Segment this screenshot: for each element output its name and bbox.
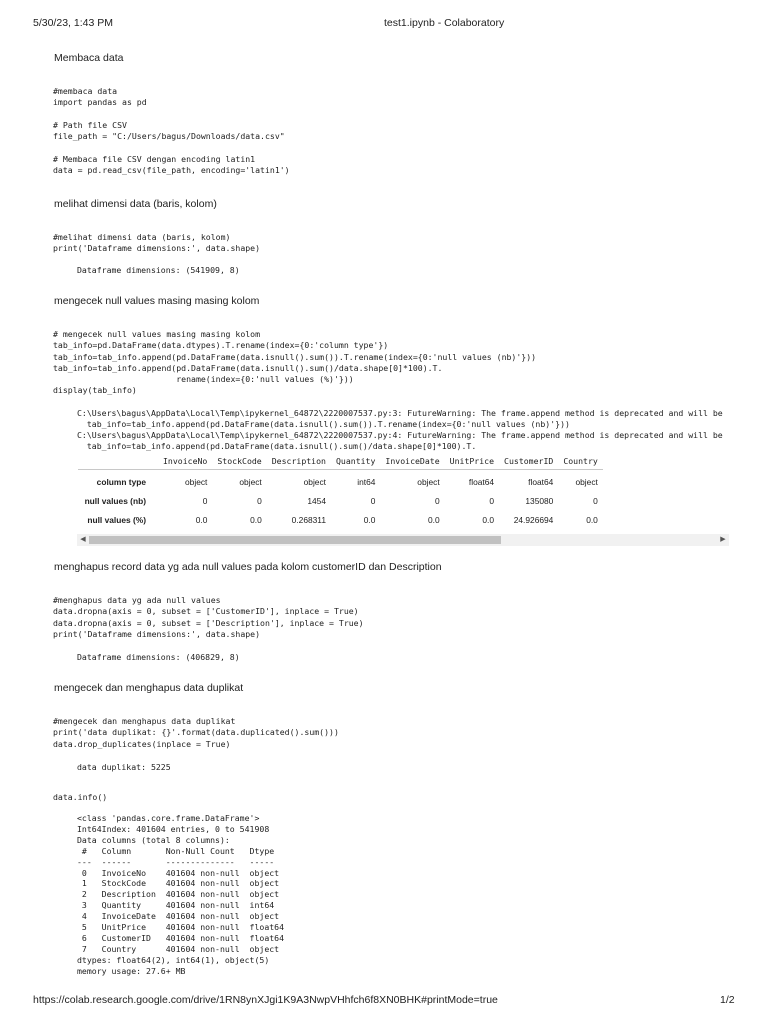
output-info: <class 'pandas.core.frame.DataFrame'> Int64Index: 401604 entries, 0 to 541908 Data columns (total 8 columns): # Column Non-Null Count Dtype --- ------ -------------- ----- 0 InvoiceNo 401604 non-null object 1 StockCode 401604 non-null object 2 Description 401604 non-null object 3 Quantity 401604 non-null int64 4 InvoiceDate 401604 non-null object 5 UnitPrice 401604 non-null float64 6 CustomerID 401604 non-null float64 7 Country 401604 non-null object dtypes: float64(2), int64(1), object(5) memory usage: 27.6+ MB	[77, 813, 285, 976]
column-header: InvoiceNo	[158, 453, 212, 470]
table-row	[78, 470, 603, 492]
page-title: test1.ipynb - Colaboratory	[384, 17, 505, 29]
column-header: Description	[267, 453, 331, 470]
output-shape-after-dropna: Dataframe dimensions: (406829, 8)	[77, 652, 240, 662]
column-header: CustomerID	[499, 453, 558, 470]
table-cell: float64	[468, 476, 495, 487]
table-cell: 135080	[525, 495, 554, 506]
table-cell: 0	[489, 495, 495, 506]
column-header: Quantity	[331, 453, 380, 470]
table-cell: float64	[528, 476, 554, 487]
table-cell: object	[303, 476, 326, 487]
table-cell: 0.0	[482, 514, 495, 525]
section-heading-dimensi: melihat dimensi data (baris, kolom)	[54, 198, 217, 210]
table-cell: object	[575, 476, 598, 487]
table-cell: 0.0	[586, 514, 598, 525]
row-label: column type	[96, 476, 146, 487]
scroll-right-icon[interactable]: ▶	[720, 536, 726, 543]
column-header: UnitPrice	[445, 453, 499, 470]
table-row	[78, 510, 603, 529]
table-row	[78, 491, 603, 510]
table-cell: 1454	[307, 495, 326, 506]
footer-url: https://colab.research.google.com/drive/1RN8ynXJgi1K9A3NwpVHhfch6f8XN0BHK#printMode=true	[33, 994, 498, 1006]
row-label: null values (%)	[87, 514, 146, 525]
section-heading-membaca-data: Membaca data	[54, 52, 124, 64]
table-cell: object	[417, 476, 440, 487]
section-heading-hapus-null: menghapus record data yg ada null values pada kolom customerID dan Description	[54, 561, 442, 573]
table-cell: 0.0	[195, 514, 208, 525]
horizontal-scrollbar[interactable]	[77, 534, 729, 546]
table-cell: 0	[202, 495, 208, 506]
table-cell: 0	[434, 495, 440, 506]
table-cell: 0.0	[363, 514, 376, 525]
scroll-left-icon[interactable]: ◀	[80, 536, 86, 543]
print-datetime: 5/30/23, 1:43 PM	[33, 17, 113, 29]
table-cell: 0	[370, 495, 376, 506]
table-cell: object	[239, 476, 262, 487]
column-header: InvoiceDate	[380, 453, 444, 470]
dataframe-header-row	[78, 453, 603, 470]
table-cell: 24.926694	[513, 514, 554, 525]
table-cell: 0.268311	[291, 514, 326, 525]
page-number: 1/2	[720, 994, 735, 1006]
tab-info-dataframe	[78, 453, 603, 529]
table-cell: int64	[357, 476, 376, 487]
scrollbar-thumb[interactable]	[89, 536, 501, 544]
table-cell: 0	[593, 495, 598, 506]
index-header	[78, 453, 158, 470]
column-header: Country	[558, 453, 603, 470]
section-heading-duplikat: mengecek dan menghapus data duplikat	[54, 682, 244, 694]
output-duplicates: data duplikat: 5225	[77, 762, 171, 772]
future-warning-output: C:\Users\bagus\AppData\Local\Temp\ipykernel_64872\2220007537.py:3: FutureWarning: The frame.append method is deprecated and will be tab_info=tab_info.append(pd.DataFrame(data.isnull().sum()).T.rename(index={0:'null values (nb)'})) C:\Users\bagus\AppData\Local\Temp\ipykernel_64872\2220007537.py:4: FutureWarning: The frame.append method is deprecated and will be tab_info=tab_info.append(pd.DataFrame(data.isnull().sum()/data.shape[0]*100).T.	[77, 408, 723, 452]
code-cell-read-csv[interactable]: #membaca data import pandas as pd # Path file CSV file_path = "C:/Users/bagus/Downloads/data.csv" # Membaca file CSV dengan encoding latin1 data = pd.read_csv(file_path, encoding='latin1')	[53, 86, 290, 176]
table-cell: 0.0	[250, 514, 262, 525]
output-shape: Dataframe dimensions: (541909, 8)	[77, 265, 240, 275]
table-cell: 0	[257, 495, 262, 506]
section-heading-null-values: mengecek null values masing masing kolom	[54, 295, 260, 307]
table-cell: 0.0	[428, 514, 440, 525]
code-cell-tab-info[interactable]: # mengecek null values masing masing kolom tab_info=pd.DataFrame(data.dtypes).T.rename(index={0:'column type'}) tab_info=tab_info.append(pd.DataFrame(data.isnull().sum()).T.rename(index={0:'null values (nb)'})) tab_info=tab_info.append(pd.DataFrame(data.isnull().sum()/data.shape[0]*100).T. rename(index={0:'null values (%)'})) display(tab_info)	[53, 329, 537, 396]
code-cell-info[interactable]: data.info()	[53, 792, 108, 802]
code-cell-shape[interactable]: #melihat dimensi data (baris, kolom) print('Dataframe dimensions:', data.shape)	[53, 232, 261, 254]
row-label: null values (nb)	[84, 495, 146, 506]
table-cell: object	[185, 476, 208, 487]
column-header: StockCode	[212, 453, 266, 470]
code-cell-dropna[interactable]: #menghapus data yg ada null values data.dropna(axis = 0, subset = ['CustomerID'], inplace = True) data.dropna(axis = 0, subset = ['Description'], inplace = True) print('Dataframe dimensions:', data.shape)	[53, 595, 364, 639]
code-cell-duplicates[interactable]: #mengecek dan menghapus data duplikat print('data duplikat: {}'.format(data.duplicated().sum())) data.drop_duplicates(inplace = True)	[53, 716, 339, 749]
